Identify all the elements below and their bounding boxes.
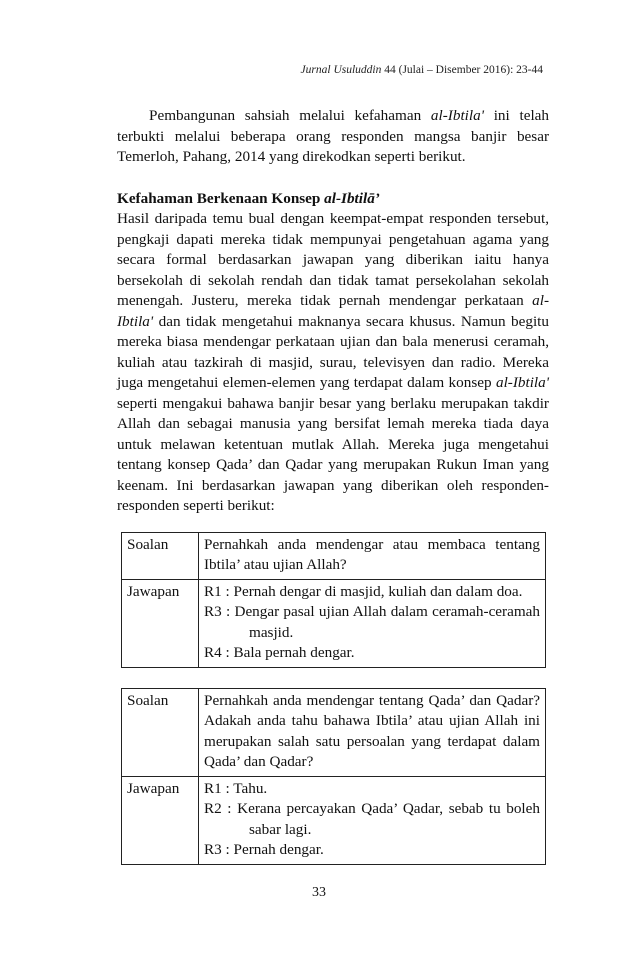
answer-item: R4 : Bala pernah dengar. — [204, 644, 355, 661]
answer-label: Jawapan — [122, 776, 199, 864]
section-term-2: al-Ibtila' — [495, 374, 549, 391]
intro-text-after: ini telah terbukti melalui beberapa orang responden mangsa banjir besar Temerloh, Pahang, 2014 yang direkodkan seperti berikut. — [117, 107, 549, 165]
question-label: Soalan — [122, 688, 199, 776]
section-paragraph — [117, 209, 549, 517]
table-row — [122, 776, 546, 864]
intro-text-before: Pembangunan sahsiah melalui kefahaman — [149, 107, 431, 124]
table-row — [122, 579, 546, 667]
interview-table-2 — [121, 688, 546, 865]
answer-cell — [199, 579, 546, 667]
answer-item: R3 : Dengar pasal ujian Allah dalam ceramah-ceramah masjid. — [204, 603, 540, 641]
heading-term: al-Ibtilā’ — [324, 189, 380, 207]
answer-item: R3 : Pernah dengar. — [204, 841, 324, 858]
interview-table-1 — [121, 532, 546, 668]
page-body — [117, 106, 549, 865]
question-text: Pernahkah anda mendengar tentang Qada’ dan Qadar? Adakah anda tahu bahawa Ibtila’ atau ujian Allah ini merupakan salah satu persoalan yang terdapat dalam Qada’ dan Qadar? — [199, 688, 546, 776]
section-text-2: dan tidak mengetahui maknanya secara khusus. Namun begitu mereka biasa mendengar perkataan ujian dan bala menerusi ceramah, kuliah atau tazkirah di masjid, surau, televisyen dan radio. Mereka juga mengetahui elemen-elemen yang terdapat dalam konsep — [117, 312, 549, 391]
table-row — [122, 688, 546, 776]
answer-item: R1 : Pernah dengar di masjid, kuliah dan dalam doa. — [204, 582, 523, 600]
answer-item: R1 : Tahu. — [204, 779, 268, 797]
section-text-1: Hasil daripada temu bual dengan keempat-empat responden tersebut, pengkaji dapati mereka tidak mempunyai pengetahuan agama yang secara formal berdasarkan jawapan yang diberikan iaitu hanya bersekolah di sekolah rendah dan tidak tamat persekolahan sekolah menengah. Justeru, mereka tidak pernah mendengar perkataan — [117, 210, 549, 309]
question-text: Pernahkah anda mendengar atau membaca tentang Ibtila’ atau ujian Allah? — [199, 532, 546, 579]
section-term-1: al-Ibtila' — [117, 292, 549, 330]
intro-term: al-Ibtila' — [430, 107, 484, 124]
answer-item: R2 : Kerana percayakan Qada’ Qadar, sebab tu boleh sabar lagi. — [204, 800, 540, 838]
page-number: 33 — [312, 885, 326, 900]
intro-paragraph — [117, 106, 549, 168]
section-heading — [117, 189, 549, 210]
question-label: Soalan — [122, 532, 199, 579]
heading-text: Kefahaman Berkenaan Konsep — [117, 189, 325, 207]
table-row — [122, 532, 546, 579]
journal-citation: 44 (Julai – Disember 2016): 23-44 — [381, 64, 543, 76]
running-header — [301, 64, 543, 76]
answer-label: Jawapan — [122, 579, 199, 667]
journal-name: Jurnal Usuluddin — [300, 64, 382, 76]
answer-cell — [199, 776, 546, 864]
section-text-3: seperti mengakui bahawa banjir besar yang berlaku merupakan takdir Allah dan sebagai manusia yang bersifat lemah mereka tiada daya untuk melawan ketentuan mutlak Allah. Mereka juga mengetahui tentang konsep Qada’ dan Qadar yang merupakan Rukun Iman yang keenam. Ini berdasarkan jawapan yang diberikan oleh responden-responden seperti berikut: — [117, 394, 549, 514]
